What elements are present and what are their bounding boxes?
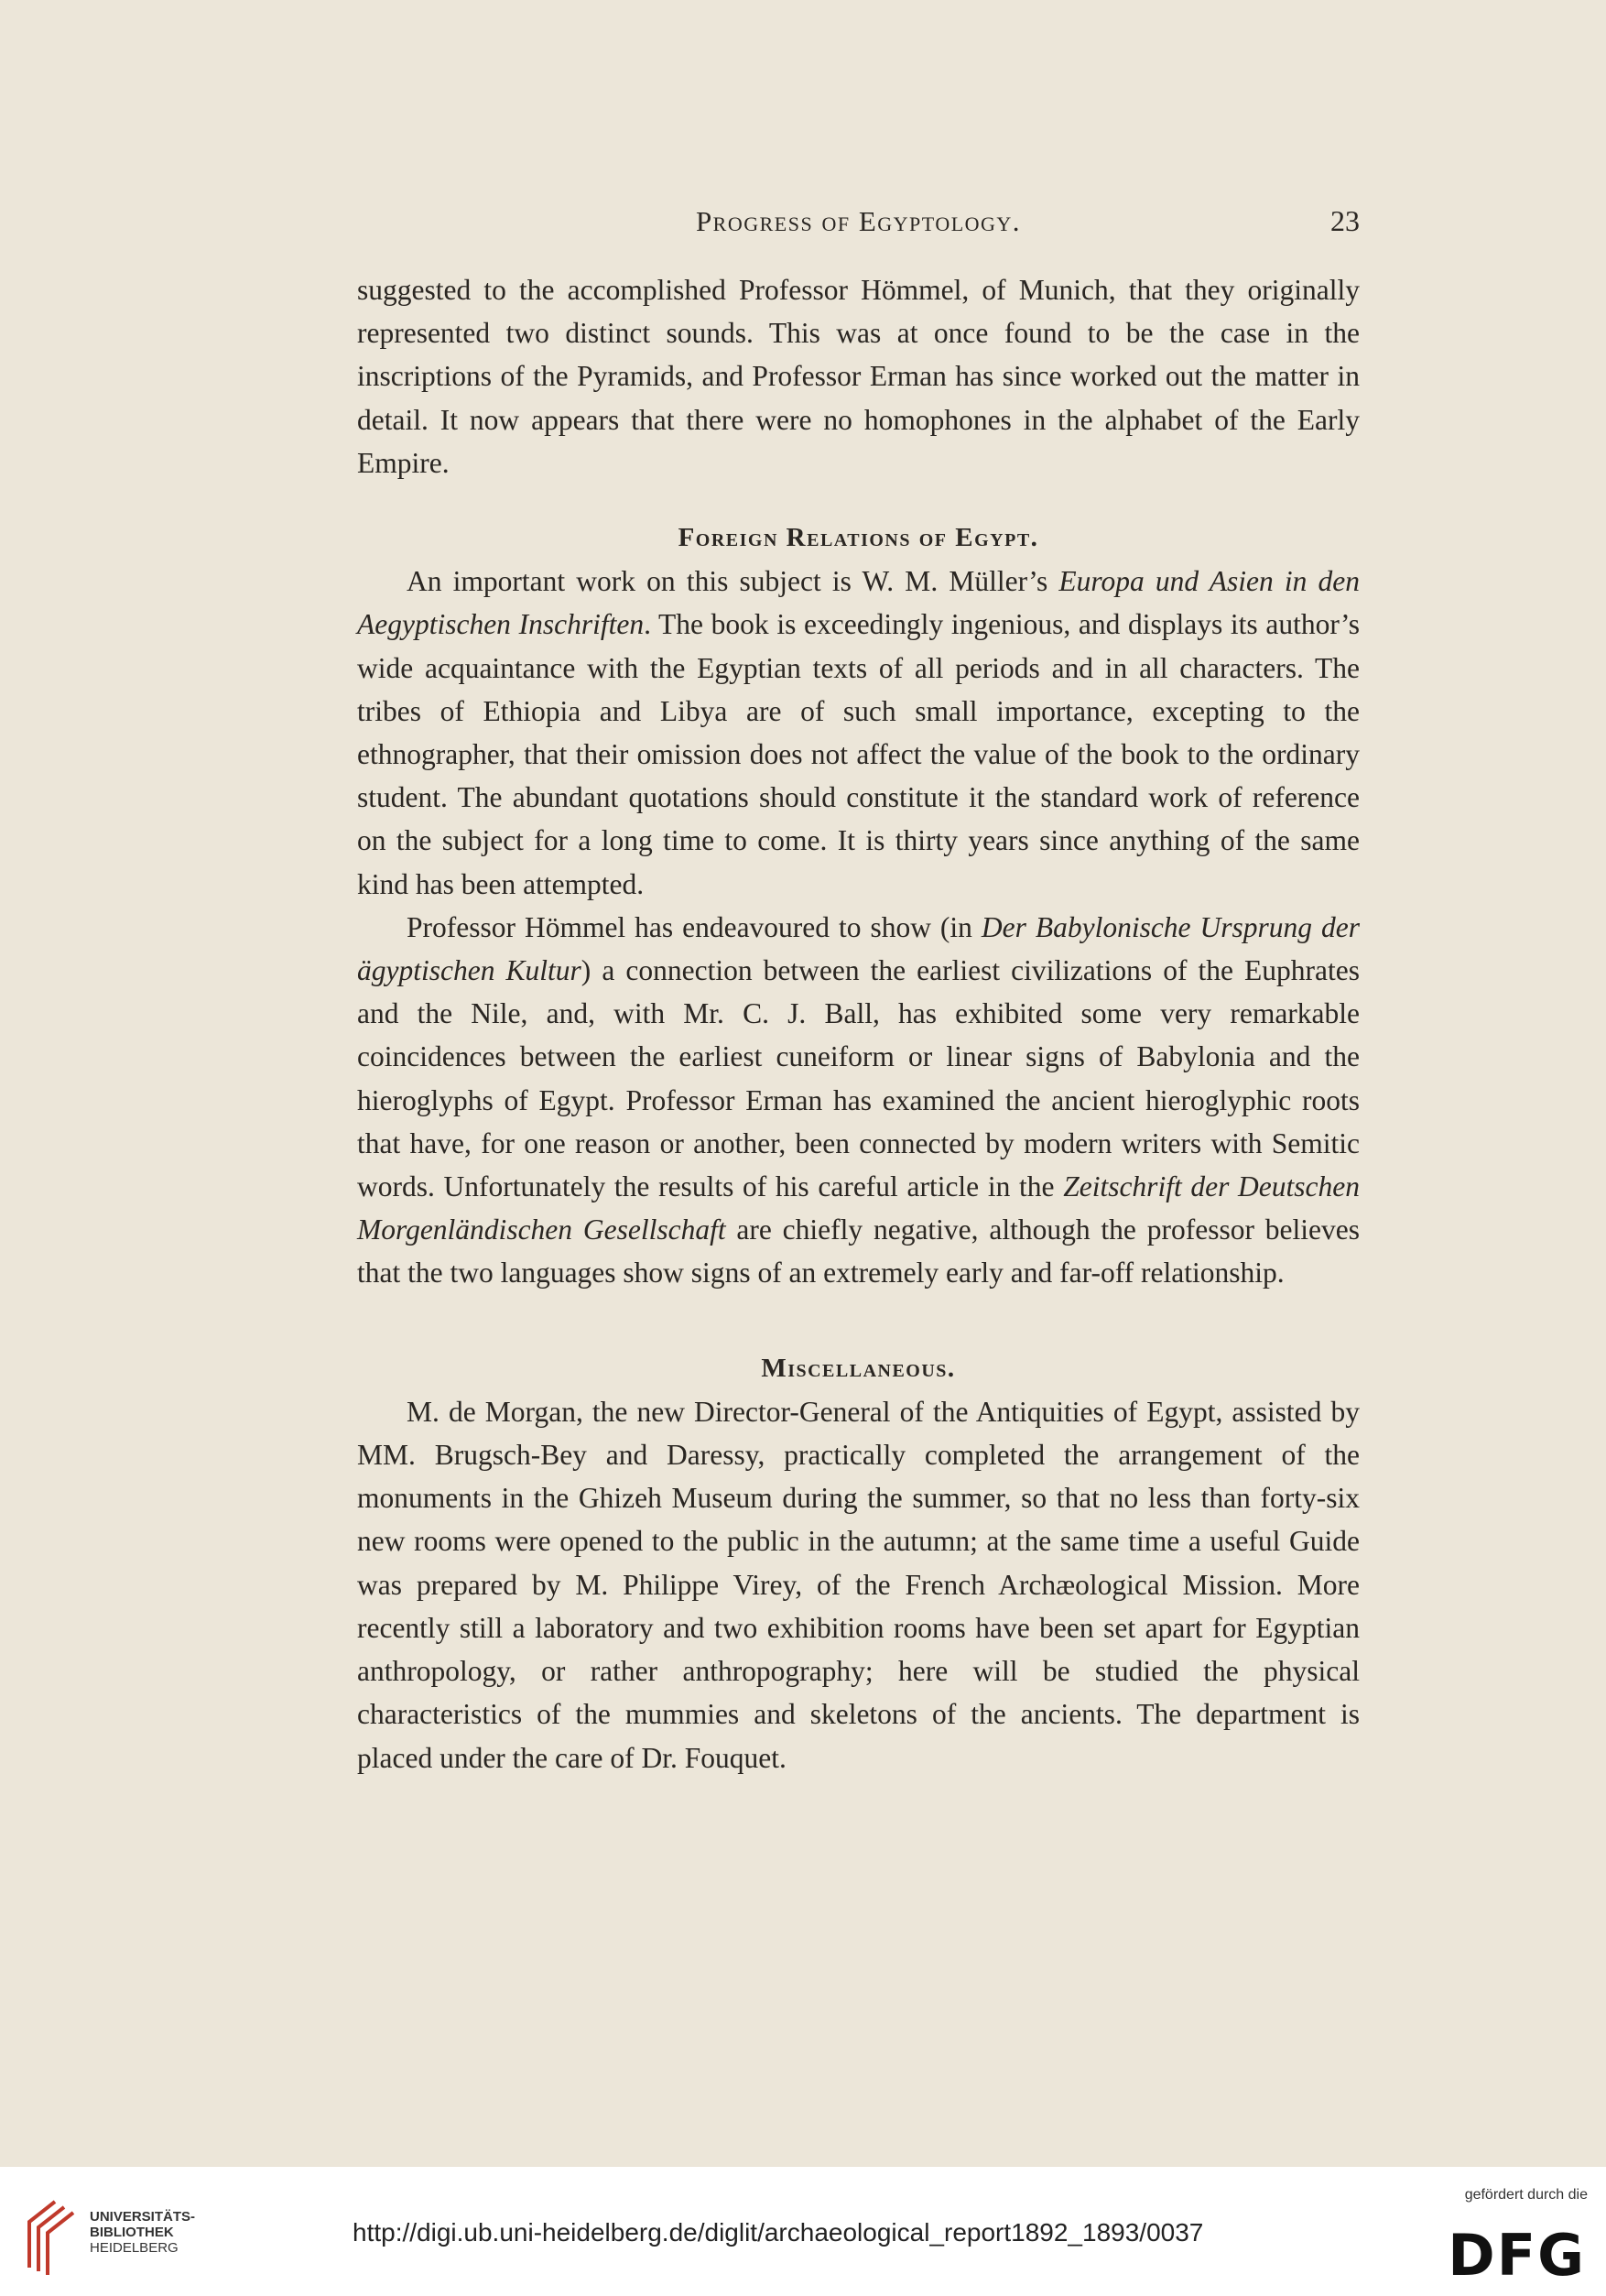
- library-name-line: HEIDELBERG: [90, 2240, 179, 2256]
- paragraph-foreign-2: [357, 906, 1360, 1295]
- journal-title: Zeitschrift der Deutschen Morgenländischen Gesellschaft: [357, 1170, 1360, 1246]
- text-run: are chiefly negative, although the professor believes that the two languages show signs of an extremely early and far-off relationship.: [357, 1213, 1360, 1289]
- library-name-line: UNIVERSITÄTS-: [90, 2209, 196, 2225]
- university-library-logo-icon: [20, 2194, 82, 2277]
- footer: [0, 2167, 1606, 2296]
- text-run: Professor Hömmel has endeavoured to show (in: [407, 910, 982, 943]
- section-heading-foreign-relations: Foreign Relations of Egypt.: [678, 523, 1039, 553]
- running-title: Progress of Egyptology.: [695, 205, 1022, 237]
- dfg-logo: DFG: [1448, 2222, 1586, 2289]
- book-title: Der Babylonische Ursprung der ägyptischen Kultur: [357, 910, 1360, 987]
- page-number: 23: [1330, 204, 1360, 237]
- text-block: [357, 200, 1360, 1779]
- library-name-line: BIBLIOTHEK: [90, 2225, 174, 2240]
- paragraph-misc-1: M. de Morgan, the new Director-General of the Antiquities of Egypt, assisted by MM. Brugsch-Bey and Daressy, practically completed the arrangement of the monuments in the Ghizeh Museum during the summer, so that no less than forty-six new rooms were opened to the public in the autumn; at the same time a useful Guide was prepared by M. Philippe Virey, of the French Archæological Mission. More recently still a laboratory and two exhibition rooms have been set apart for Egyptian anthropology, or rather anthropography; here will be studied the physical characteristics of the mummies and skeletons of the ancients. The department is placed under the care of Dr. Fouquet.: [357, 1395, 1360, 1774]
- permalink-url[interactable]: http://digi.ub.uni-heidelberg.de/diglit/archaeological_report1892_1893/0037: [353, 2218, 1204, 2247]
- paragraph-continued: suggested to the accomplished Professor Hömmel, of Munich, that they originally represented two distinct sounds. This was at once found to be the case in the inscriptions of the Pyramids, and Professor Erman has since worked out the matter in detail. It now appears that there were no homophones in the alphabet of the Early Empire.: [357, 274, 1360, 479]
- text-run: . The book is exceedingly ingenious, and displays its author’s wide acquaintance with the Egyptian texts of all periods and in all characters. The tribes of Ethiopia and Libya are of such small importance, excepting to the ethnographer, that their omission does not affect the value of the book to the ordinary student. The abundant quotations should constitute it the standard work of reference on the subject for a long time to come. It is thirty years since anything of the same kind has been attempted.: [357, 608, 1361, 900]
- text-run: An important work on this subject is W. M. Müller’s: [407, 565, 1059, 598]
- text-run: ) a connection between the earliest civilizations of the Euphrates and the Nile, and, with Mr. C. J. Ball, has exhibited some very remarkable coincidences between the earliest cuneiform or linear signs of Babylonia and the hieroglyphs of Egypt. Professor Erman has examined the ancient hieroglyphic roots that have, for one reason or another, been connected by modern writers with Semitic words. Unfortunately the results of his careful article in the: [357, 954, 1360, 1203]
- running-head: [357, 200, 1360, 243]
- section-heading-miscellaneous: Miscellaneous.: [761, 1353, 956, 1383]
- library-name: [90, 2209, 195, 2256]
- funded-by-text: gefördert durch die: [1464, 2187, 1588, 2203]
- book-title: Europa und Asien in den Aegyptischen Inschriften: [357, 565, 1361, 641]
- paragraph-foreign-1: [357, 560, 1360, 906]
